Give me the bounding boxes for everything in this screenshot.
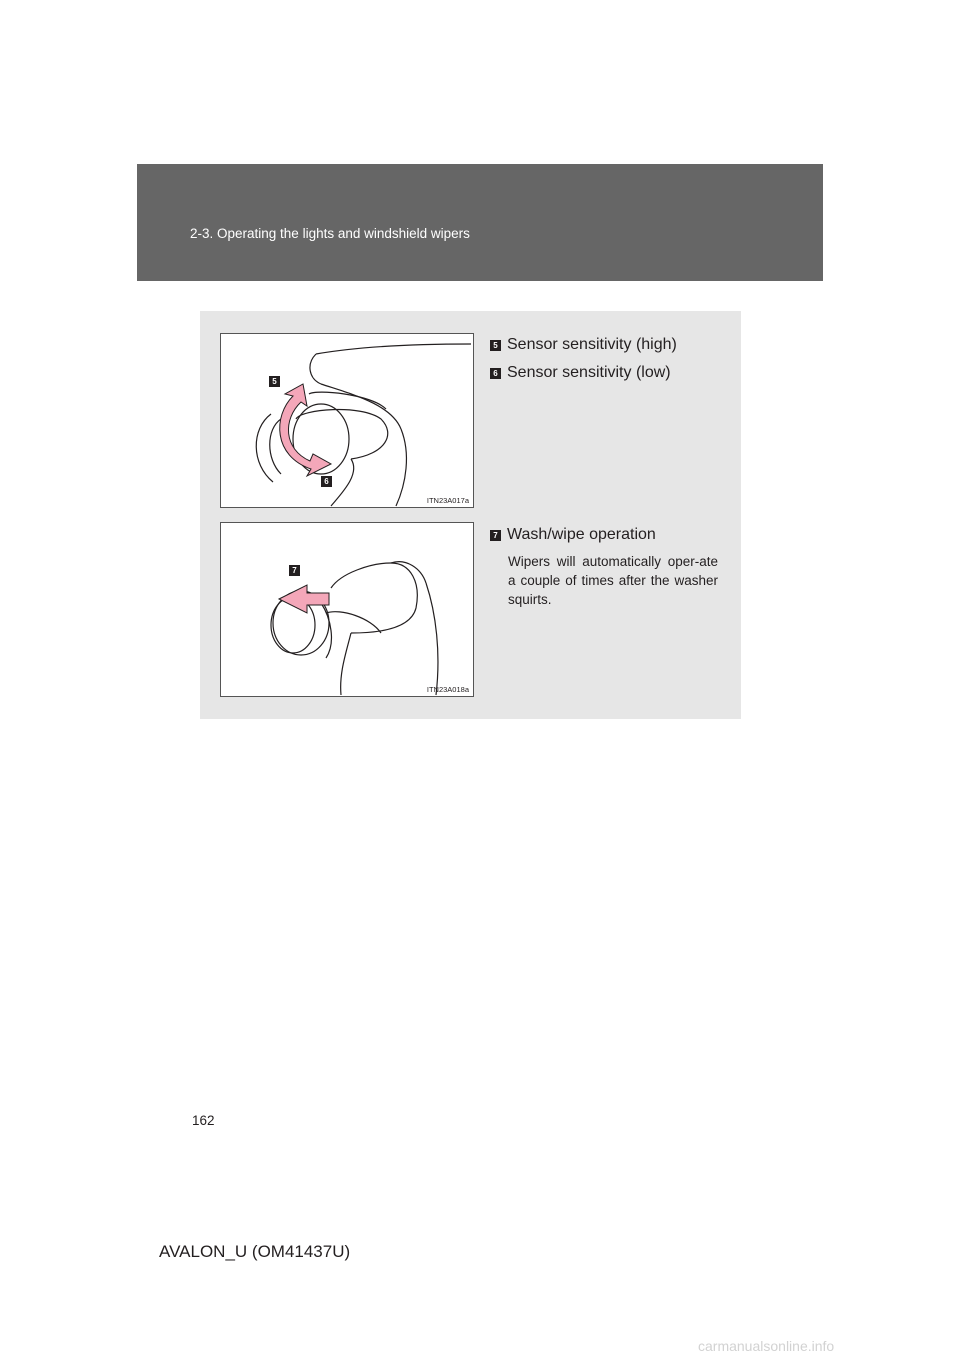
section-title: 2-3. Operating the lights and windshield wipers: [190, 226, 470, 241]
item-label: Sensor sensitivity (low): [507, 364, 671, 381]
figure-code: ITN23A017a: [426, 496, 469, 505]
item-sensor-low: [490, 364, 671, 382]
callout-5: 5: [269, 376, 280, 387]
header-band: [137, 164, 823, 281]
item-wash-wipe: [490, 526, 656, 544]
page-number: 162: [192, 1113, 215, 1128]
washer-switch-illustration: [221, 523, 473, 696]
item-label: Wash/wipe operation: [507, 526, 656, 543]
callout-6: 6: [321, 476, 332, 487]
figure-code: ITN23A018a: [426, 685, 469, 694]
item-sensor-high: [490, 336, 677, 354]
callout-7: 7: [289, 565, 300, 576]
wash-wipe-description: Wipers will automatically oper-ate a couple of times after the washer squirts.: [508, 554, 718, 607]
document-id: AVALON_U (OM41437U): [159, 1242, 351, 1261]
watermark: carmanualsonline.info: [698, 1338, 835, 1354]
figure-sensor-sensitivity: [220, 333, 474, 508]
item-number: 7: [490, 530, 501, 541]
wiper-switch-illustration: [221, 334, 473, 507]
item-label: Sensor sensitivity (high): [507, 336, 677, 353]
item-number: 6: [490, 368, 501, 379]
figure-wash-wipe: [220, 522, 474, 697]
item-number: 5: [490, 340, 501, 351]
